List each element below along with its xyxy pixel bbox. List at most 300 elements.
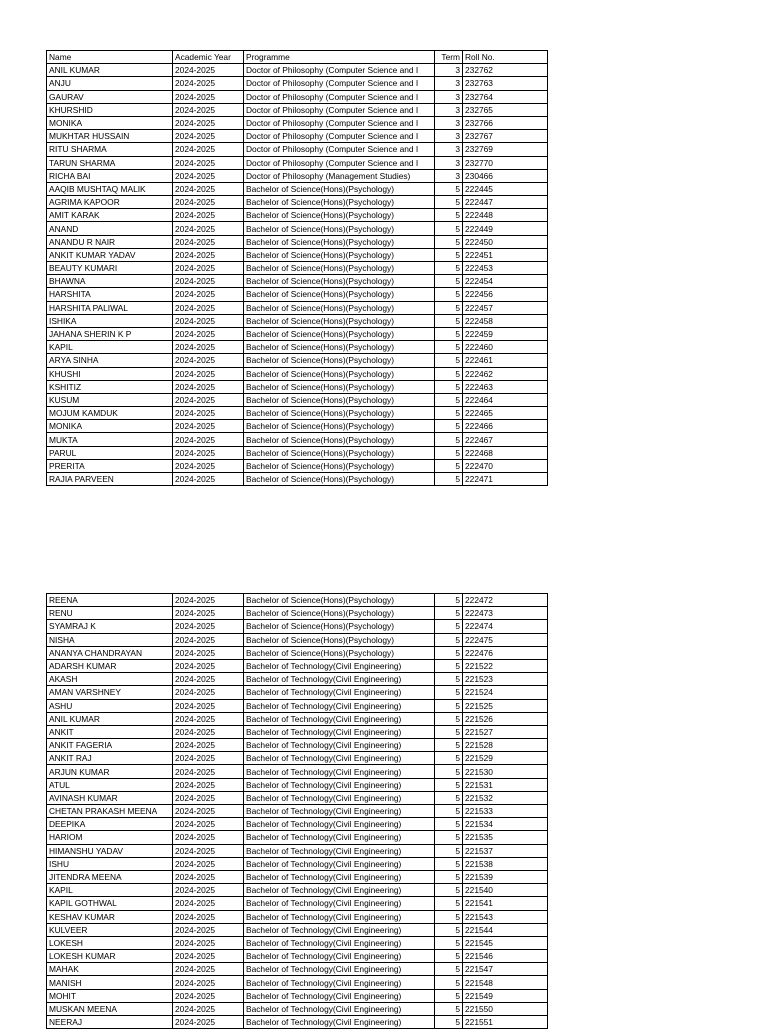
name-cell: KUSUM <box>47 393 173 406</box>
term-cell: 5 <box>435 459 463 472</box>
academic-year-cell: 2024-2025 <box>173 169 244 182</box>
name-cell: KHUSHI <box>47 367 173 380</box>
term-cell: 5 <box>435 209 463 222</box>
roll-no-cell: 222464 <box>463 393 548 406</box>
academic-year-cell: 2024-2025 <box>173 393 244 406</box>
roll-no-cell: 222459 <box>463 327 548 340</box>
roll-no-cell: 221522 <box>463 659 548 672</box>
programme-cell: Bachelor of Technology(Civil Engineering) <box>244 712 435 725</box>
table-row <box>47 950 548 963</box>
academic-year-cell: 2024-2025 <box>173 1016 244 1029</box>
term-cell: 5 <box>435 884 463 897</box>
table-row <box>47 473 548 486</box>
name-cell: ATUL <box>47 778 173 791</box>
programme-cell: Doctor of Philosophy (Computer Science and I <box>244 156 435 169</box>
roll-no-cell: 222450 <box>463 235 548 248</box>
term-cell: 5 <box>435 235 463 248</box>
term-cell: 5 <box>435 791 463 804</box>
academic-year-cell: 2024-2025 <box>173 327 244 340</box>
academic-year-cell: 2024-2025 <box>173 659 244 672</box>
roll-no-cell: 222463 <box>463 380 548 393</box>
academic-year-cell: 2024-2025 <box>173 473 244 486</box>
term-cell: 5 <box>435 407 463 420</box>
name-cell: KULVEER <box>47 923 173 936</box>
table-row <box>47 620 548 633</box>
table-row <box>47 182 548 195</box>
table-row <box>47 765 548 778</box>
programme-cell: Bachelor of Technology(Civil Engineering) <box>244 699 435 712</box>
roll-no-cell: 222454 <box>463 275 548 288</box>
table-row <box>47 884 548 897</box>
name-cell: NEERAJ <box>47 1016 173 1029</box>
roll-no-cell: 222457 <box>463 301 548 314</box>
programme-cell: Bachelor of Science(Hons)(Psychology) <box>244 196 435 209</box>
table-body <box>47 51 548 486</box>
programme-cell: Bachelor of Technology(Civil Engineering) <box>244 831 435 844</box>
table-row <box>47 646 548 659</box>
programme-cell: Bachelor of Science(Hons)(Psychology) <box>244 380 435 393</box>
academic-year-cell: 2024-2025 <box>173 209 244 222</box>
programme-cell: Bachelor of Science(Hons)(Psychology) <box>244 235 435 248</box>
programme-cell: Bachelor of Technology(Civil Engineering) <box>244 778 435 791</box>
table-row <box>47 976 548 989</box>
programme-cell: Bachelor of Science(Hons)(Psychology) <box>244 473 435 486</box>
term-cell: 5 <box>435 989 463 1002</box>
academic-year-cell: 2024-2025 <box>173 420 244 433</box>
academic-year-cell: 2024-2025 <box>173 182 244 195</box>
term-cell: 5 <box>435 182 463 195</box>
academic-year-cell: 2024-2025 <box>173 103 244 116</box>
table-row <box>47 367 548 380</box>
table-row <box>47 633 548 646</box>
table-row <box>47 989 548 1002</box>
roll-no-cell: 222472 <box>463 594 548 607</box>
name-cell: REENA <box>47 594 173 607</box>
roll-no-cell: 222448 <box>463 209 548 222</box>
name-cell: ISHIKA <box>47 314 173 327</box>
name-cell: MUKHTAR HUSSAIN <box>47 130 173 143</box>
term-cell: 5 <box>435 765 463 778</box>
table-row <box>47 235 548 248</box>
table-row <box>47 116 548 129</box>
term-cell: 5 <box>435 275 463 288</box>
name-cell: RENU <box>47 607 173 620</box>
table-row <box>47 275 548 288</box>
programme-cell: Bachelor of Technology(Civil Engineering) <box>244 950 435 963</box>
programme-cell: Bachelor of Science(Hons)(Psychology) <box>244 288 435 301</box>
column-header: Roll No. <box>463 51 548 64</box>
academic-year-cell: 2024-2025 <box>173 130 244 143</box>
academic-year-cell: 2024-2025 <box>173 341 244 354</box>
name-cell: KAPIL <box>47 884 173 897</box>
programme-cell: Bachelor of Science(Hons)(Psychology) <box>244 420 435 433</box>
table-row <box>47 923 548 936</box>
programme-cell: Bachelor of Technology(Civil Engineering) <box>244 936 435 949</box>
programme-cell: Bachelor of Science(Hons)(Psychology) <box>244 646 435 659</box>
name-cell: MONIKA <box>47 420 173 433</box>
roll-no-cell: 221523 <box>463 673 548 686</box>
name-cell: MOHIT <box>47 989 173 1002</box>
programme-cell: Bachelor of Technology(Civil Engineering) <box>244 989 435 1002</box>
table-row <box>47 910 548 923</box>
academic-year-cell: 2024-2025 <box>173 963 244 976</box>
term-cell: 5 <box>435 752 463 765</box>
roll-no-cell: 221533 <box>463 805 548 818</box>
programme-cell: Bachelor of Technology(Civil Engineering) <box>244 725 435 738</box>
roll-no-cell: 232766 <box>463 116 548 129</box>
name-cell: MOJUM KAMDUK <box>47 407 173 420</box>
term-cell: 5 <box>435 857 463 870</box>
programme-cell: Bachelor of Science(Hons)(Psychology) <box>244 407 435 420</box>
term-cell: 5 <box>435 222 463 235</box>
academic-year-cell: 2024-2025 <box>173 156 244 169</box>
term-cell: 5 <box>435 393 463 406</box>
name-cell: ASHU <box>47 699 173 712</box>
programme-cell: Bachelor of Technology(Civil Engineering) <box>244 897 435 910</box>
roll-no-cell: 221549 <box>463 989 548 1002</box>
name-cell: AAQIB MUSHTAQ MALIK <box>47 182 173 195</box>
roll-no-cell: 222466 <box>463 420 548 433</box>
table-row <box>47 897 548 910</box>
table-row <box>47 222 548 235</box>
term-cell: 5 <box>435 1016 463 1029</box>
academic-year-cell: 2024-2025 <box>173 976 244 989</box>
term-cell: 5 <box>435 686 463 699</box>
academic-year-cell: 2024-2025 <box>173 354 244 367</box>
academic-year-cell: 2024-2025 <box>173 686 244 699</box>
programme-cell: Bachelor of Technology(Civil Engineering) <box>244 765 435 778</box>
roll-no-cell: 221538 <box>463 857 548 870</box>
programme-cell: Bachelor of Technology(Civil Engineering) <box>244 884 435 897</box>
term-cell: 5 <box>435 659 463 672</box>
roll-no-cell: 232767 <box>463 130 548 143</box>
programme-cell: Bachelor of Technology(Civil Engineering) <box>244 752 435 765</box>
term-cell: 5 <box>435 910 463 923</box>
table-row <box>47 433 548 446</box>
name-cell: BHAWNA <box>47 275 173 288</box>
academic-year-cell: 2024-2025 <box>173 248 244 261</box>
term-cell: 5 <box>435 380 463 393</box>
programme-cell: Bachelor of Technology(Civil Engineering) <box>244 805 435 818</box>
programme-cell: Doctor of Philosophy (Computer Science and I <box>244 64 435 77</box>
name-cell: HARSHITA <box>47 288 173 301</box>
table-row <box>47 341 548 354</box>
name-cell: AKASH <box>47 673 173 686</box>
table-row <box>47 169 548 182</box>
academic-year-cell: 2024-2025 <box>173 699 244 712</box>
programme-cell: Bachelor of Technology(Civil Engineering) <box>244 910 435 923</box>
name-cell: SYAMRAJ K <box>47 620 173 633</box>
term-cell: 5 <box>435 248 463 261</box>
name-cell: NISHA <box>47 633 173 646</box>
academic-year-cell: 2024-2025 <box>173 884 244 897</box>
term-cell: 3 <box>435 130 463 143</box>
academic-year-cell: 2024-2025 <box>173 897 244 910</box>
table-row <box>47 870 548 883</box>
table-row <box>47 407 548 420</box>
table-row <box>47 686 548 699</box>
roll-no-cell: 222471 <box>463 473 548 486</box>
name-cell: CHETAN PRAKASH MEENA <box>47 805 173 818</box>
table-row <box>47 130 548 143</box>
roll-no-cell: 222445 <box>463 182 548 195</box>
roll-no-cell: 221540 <box>463 884 548 897</box>
roll-no-cell: 230466 <box>463 169 548 182</box>
roll-no-cell: 221529 <box>463 752 548 765</box>
table-row <box>47 459 548 472</box>
term-cell: 5 <box>435 739 463 752</box>
programme-cell: Bachelor of Science(Hons)(Psychology) <box>244 248 435 261</box>
term-cell: 5 <box>435 314 463 327</box>
term-cell: 3 <box>435 103 463 116</box>
name-cell: KAPIL GOTHWAL <box>47 897 173 910</box>
name-cell: DEEPIKA <box>47 818 173 831</box>
name-cell: GAURAV <box>47 90 173 103</box>
term-cell: 5 <box>435 420 463 433</box>
column-header: Name <box>47 51 173 64</box>
programme-cell: Doctor of Philosophy (Computer Science and I <box>244 143 435 156</box>
academic-year-cell: 2024-2025 <box>173 620 244 633</box>
name-cell: PARUL <box>47 446 173 459</box>
name-cell: HIMANSHU YADAV <box>47 844 173 857</box>
table-row <box>47 393 548 406</box>
roll-no-cell: 232769 <box>463 143 548 156</box>
table-row <box>47 354 548 367</box>
name-cell: AVINASH KUMAR <box>47 791 173 804</box>
roll-no-cell: 222451 <box>463 248 548 261</box>
table-row <box>47 936 548 949</box>
table-row <box>47 446 548 459</box>
table-row <box>47 196 548 209</box>
table-row <box>47 699 548 712</box>
programme-cell: Bachelor of Science(Hons)(Psychology) <box>244 262 435 275</box>
term-cell: 5 <box>435 805 463 818</box>
academic-year-cell: 2024-2025 <box>173 923 244 936</box>
table-row <box>47 805 548 818</box>
roll-no-cell: 221548 <box>463 976 548 989</box>
name-cell: ANIL KUMAR <box>47 712 173 725</box>
table-row <box>47 844 548 857</box>
programme-cell: Doctor of Philosophy (Computer Science and I <box>244 90 435 103</box>
academic-year-cell: 2024-2025 <box>173 844 244 857</box>
term-cell: 5 <box>435 607 463 620</box>
name-cell: ANIL KUMAR <box>47 64 173 77</box>
programme-cell: Bachelor of Technology(Civil Engineering) <box>244 844 435 857</box>
term-cell: 5 <box>435 963 463 976</box>
academic-year-cell: 2024-2025 <box>173 989 244 1002</box>
academic-year-cell: 2024-2025 <box>173 870 244 883</box>
programme-cell: Bachelor of Science(Hons)(Psychology) <box>244 209 435 222</box>
name-cell: ANKIT KUMAR YADAV <box>47 248 173 261</box>
roll-no-cell: 232763 <box>463 77 548 90</box>
academic-year-cell: 2024-2025 <box>173 459 244 472</box>
roll-no-cell: 221530 <box>463 765 548 778</box>
name-cell: AMAN VARSHNEY <box>47 686 173 699</box>
roll-no-cell: 222467 <box>463 433 548 446</box>
roll-no-cell: 222473 <box>463 607 548 620</box>
table-row <box>47 752 548 765</box>
programme-cell: Bachelor of Science(Hons)(Psychology) <box>244 433 435 446</box>
programme-cell: Doctor of Philosophy (Computer Science and I <box>244 116 435 129</box>
programme-cell: Bachelor of Science(Hons)(Psychology) <box>244 446 435 459</box>
programme-cell: Bachelor of Technology(Civil Engineering) <box>244 818 435 831</box>
roll-no-cell: 221534 <box>463 818 548 831</box>
roll-no-cell: 232762 <box>463 64 548 77</box>
name-cell: KAPIL <box>47 341 173 354</box>
table-row <box>47 739 548 752</box>
academic-year-cell: 2024-2025 <box>173 805 244 818</box>
name-cell: RICHA BAI <box>47 169 173 182</box>
academic-year-cell: 2024-2025 <box>173 739 244 752</box>
term-cell: 5 <box>435 844 463 857</box>
term-cell: 5 <box>435 473 463 486</box>
roll-no-cell: 221545 <box>463 936 548 949</box>
term-cell: 3 <box>435 156 463 169</box>
name-cell: ISHU <box>47 857 173 870</box>
roll-no-cell: 222465 <box>463 407 548 420</box>
table-row <box>47 420 548 433</box>
name-cell: TARUN SHARMA <box>47 156 173 169</box>
roll-no-cell: 221527 <box>463 725 548 738</box>
programme-cell: Bachelor of Science(Hons)(Psychology) <box>244 314 435 327</box>
roll-no-cell: 221544 <box>463 923 548 936</box>
table-row <box>47 831 548 844</box>
column-header: Academic Year <box>173 51 244 64</box>
academic-year-cell: 2024-2025 <box>173 633 244 646</box>
academic-year-cell: 2024-2025 <box>173 1002 244 1015</box>
programme-cell: Bachelor of Science(Hons)(Psychology) <box>244 367 435 380</box>
academic-year-cell: 2024-2025 <box>173 607 244 620</box>
name-cell: KSHITIZ <box>47 380 173 393</box>
student-table-bottom <box>46 593 548 1029</box>
term-cell: 5 <box>435 897 463 910</box>
academic-year-cell: 2024-2025 <box>173 64 244 77</box>
table-row <box>47 818 548 831</box>
term-cell: 5 <box>435 923 463 936</box>
name-cell: MAHAK <box>47 963 173 976</box>
term-cell: 5 <box>435 633 463 646</box>
name-cell: LOKESH KUMAR <box>47 950 173 963</box>
name-cell: RITU SHARMA <box>47 143 173 156</box>
table-row <box>47 301 548 314</box>
term-cell: 5 <box>435 433 463 446</box>
table-row <box>47 791 548 804</box>
term-cell: 3 <box>435 143 463 156</box>
term-cell: 5 <box>435 446 463 459</box>
programme-cell: Bachelor of Science(Hons)(Psychology) <box>244 275 435 288</box>
term-cell: 5 <box>435 976 463 989</box>
programme-cell: Doctor of Philosophy (Management Studies) <box>244 169 435 182</box>
name-cell: MANISH <box>47 976 173 989</box>
table-row <box>47 314 548 327</box>
roll-no-cell: 221532 <box>463 791 548 804</box>
table-row <box>47 380 548 393</box>
name-cell: BEAUTY KUMARI <box>47 262 173 275</box>
academic-year-cell: 2024-2025 <box>173 446 244 459</box>
name-cell: ANAND <box>47 222 173 235</box>
academic-year-cell: 2024-2025 <box>173 222 244 235</box>
programme-cell: Bachelor of Technology(Civil Engineering) <box>244 673 435 686</box>
name-cell: ANKIT RAJ <box>47 752 173 765</box>
term-cell: 5 <box>435 620 463 633</box>
term-cell: 5 <box>435 594 463 607</box>
table-row <box>47 1016 548 1029</box>
roll-no-cell: 221526 <box>463 712 548 725</box>
roll-no-cell: 221525 <box>463 699 548 712</box>
academic-year-cell: 2024-2025 <box>173 936 244 949</box>
table-row <box>47 659 548 672</box>
roll-no-cell: 221551 <box>463 1016 548 1029</box>
academic-year-cell: 2024-2025 <box>173 910 244 923</box>
academic-year-cell: 2024-2025 <box>173 288 244 301</box>
term-cell: 5 <box>435 673 463 686</box>
name-cell: JITENDRA MEENA <box>47 870 173 883</box>
roll-no-cell: 232765 <box>463 103 548 116</box>
programme-cell: Bachelor of Technology(Civil Engineering) <box>244 976 435 989</box>
academic-year-cell: 2024-2025 <box>173 262 244 275</box>
programme-cell: Doctor of Philosophy (Computer Science and I <box>244 77 435 90</box>
programme-cell: Bachelor of Technology(Civil Engineering) <box>244 791 435 804</box>
table-row <box>47 209 548 222</box>
header-row <box>47 51 548 64</box>
column-header: Term <box>435 51 463 64</box>
term-cell: 5 <box>435 301 463 314</box>
programme-cell: Bachelor of Science(Hons)(Psychology) <box>244 301 435 314</box>
academic-year-cell: 2024-2025 <box>173 712 244 725</box>
name-cell: MUSKAN MEENA <box>47 1002 173 1015</box>
student-table-top <box>46 50 548 486</box>
programme-cell: Bachelor of Technology(Civil Engineering) <box>244 923 435 936</box>
programme-cell: Bachelor of Science(Hons)(Psychology) <box>244 459 435 472</box>
table-row <box>47 156 548 169</box>
programme-cell: Bachelor of Science(Hons)(Psychology) <box>244 327 435 340</box>
roll-no-cell: 232770 <box>463 156 548 169</box>
term-cell: 5 <box>435 831 463 844</box>
academic-year-cell: 2024-2025 <box>173 950 244 963</box>
name-cell: PRERITA <box>47 459 173 472</box>
academic-year-cell: 2024-2025 <box>173 857 244 870</box>
programme-cell: Bachelor of Science(Hons)(Psychology) <box>244 222 435 235</box>
programme-cell: Doctor of Philosophy (Computer Science and I <box>244 130 435 143</box>
roll-no-cell: 222462 <box>463 367 548 380</box>
table-row <box>47 90 548 103</box>
academic-year-cell: 2024-2025 <box>173 301 244 314</box>
academic-year-cell: 2024-2025 <box>173 77 244 90</box>
term-cell: 5 <box>435 950 463 963</box>
term-cell: 5 <box>435 778 463 791</box>
term-cell: 5 <box>435 354 463 367</box>
term-cell: 5 <box>435 646 463 659</box>
name-cell: JAHANA SHERIN K P <box>47 327 173 340</box>
academic-year-cell: 2024-2025 <box>173 275 244 288</box>
roll-no-cell: 221550 <box>463 1002 548 1015</box>
roll-no-cell: 221537 <box>463 844 548 857</box>
academic-year-cell: 2024-2025 <box>173 831 244 844</box>
academic-year-cell: 2024-2025 <box>173 673 244 686</box>
term-cell: 5 <box>435 712 463 725</box>
roll-no-cell: 222447 <box>463 196 548 209</box>
programme-cell: Bachelor of Science(Hons)(Psychology) <box>244 594 435 607</box>
academic-year-cell: 2024-2025 <box>173 778 244 791</box>
table-row <box>47 725 548 738</box>
programme-cell: Bachelor of Technology(Civil Engineering) <box>244 739 435 752</box>
programme-cell: Bachelor of Technology(Civil Engineering) <box>244 870 435 883</box>
table-row <box>47 77 548 90</box>
table-body <box>47 594 548 1029</box>
roll-no-cell: 222458 <box>463 314 548 327</box>
name-cell: HARIOM <box>47 831 173 844</box>
programme-cell: Bachelor of Science(Hons)(Psychology) <box>244 354 435 367</box>
